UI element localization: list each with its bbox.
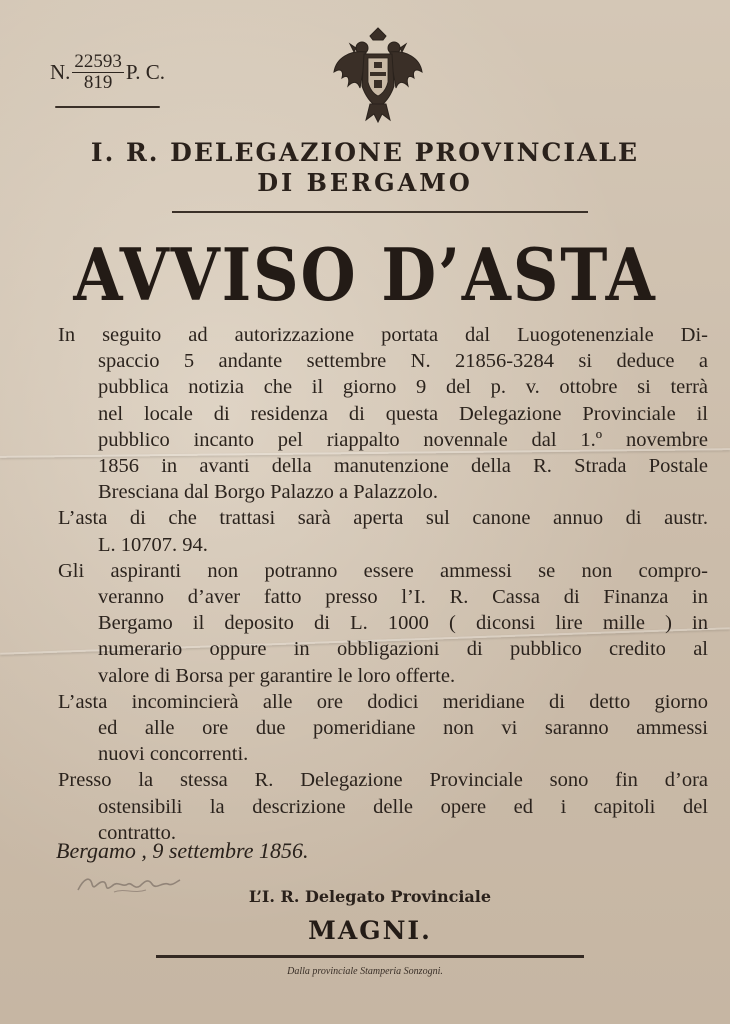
notice-title: AVVISO D’ASTA xyxy=(73,232,657,317)
text-line: In seguito ad autorizzazione portata dal Luogotenenziale Di- xyxy=(58,324,708,346)
notice-body xyxy=(58,322,708,846)
text-line: numerario oppure in obbligazioni di pubblico credito al xyxy=(98,638,708,661)
paragraph-1 xyxy=(58,322,708,505)
text-line: contratto. xyxy=(98,821,176,844)
text-line: spaccio 5 andante settembre N. 21856-3284 si deduce a xyxy=(98,350,708,373)
paragraph-2 xyxy=(58,505,708,557)
paragraph-5 xyxy=(58,767,708,846)
text-line: nel locale di residenza di questa Delegazione Provinciale il xyxy=(98,402,708,425)
text-line: 1856 in avanti della manutenzione della R. Strada Postale xyxy=(98,455,708,478)
text-line: Presso la stessa R. Delegazione Provinciale sono fin d’ora xyxy=(58,769,708,792)
text-line: L’asta di che trattasi sarà aperta sul canone annuo di austr. xyxy=(58,507,708,530)
reference-suffix: P. C. xyxy=(125,60,166,84)
heading-divider xyxy=(172,211,588,213)
text-line: Gli aspiranti non potranno essere ammessi se non compro- xyxy=(58,559,708,582)
paragraph-4 xyxy=(58,689,708,768)
reference-prefix: N. xyxy=(50,60,71,84)
text-line: Bergamo il deposito di L. 1000 ( diconsi lire mille ) in xyxy=(98,612,708,635)
text-line: veranno d’aver fatto presso l’I. R. Cassa di Finanza in xyxy=(98,586,708,609)
text-line: nuovi concorrenti. xyxy=(98,743,249,766)
authority-heading: I. R. DELEGAZIONE PROVINCIALE xyxy=(90,138,640,167)
reference-denominator: 819 xyxy=(83,72,113,93)
printer-credit: Dalla provinciale Stamperia Sonzogni. xyxy=(287,966,443,977)
text-line: ed alle ore due pomeridiane non vi saranno ammessi xyxy=(98,717,708,740)
text-line: pubblica notizia che il giorno 9 del p. v. ottobre si terrà xyxy=(98,376,708,399)
text-line: ostensibili la descrizione delle opere ed i capitoli del xyxy=(98,795,708,818)
text-line: Bresciana dal Borgo Palazzo a Palazzolo. xyxy=(98,481,439,504)
authority-city: DI BERGAMO xyxy=(257,168,473,197)
official-title: L’I. R. Delegato Provinciale xyxy=(248,887,492,906)
reference-fraction xyxy=(72,52,124,93)
text-line: valore di Borsa per garantire le loro offerte. xyxy=(98,664,456,687)
reference-number xyxy=(50,52,165,93)
issue-date: Bergamo , 9 settembre 1856. xyxy=(56,838,309,863)
reference-numerator: 22593 xyxy=(74,51,122,72)
paragraph-3 xyxy=(58,558,708,689)
signatory-name: MAGNI. xyxy=(308,916,432,945)
reference-underline xyxy=(55,106,160,108)
coat-of-arms-icon xyxy=(330,26,426,124)
text-line: L’asta incomincierà alle ore dodici meridiane di detto giorno xyxy=(58,690,708,713)
footer-divider xyxy=(156,955,584,958)
text-line: pubblico incanto pel riappalto novennale dal 1.º novembre xyxy=(98,428,708,451)
text-line: L. 10707. 94. xyxy=(98,533,208,556)
